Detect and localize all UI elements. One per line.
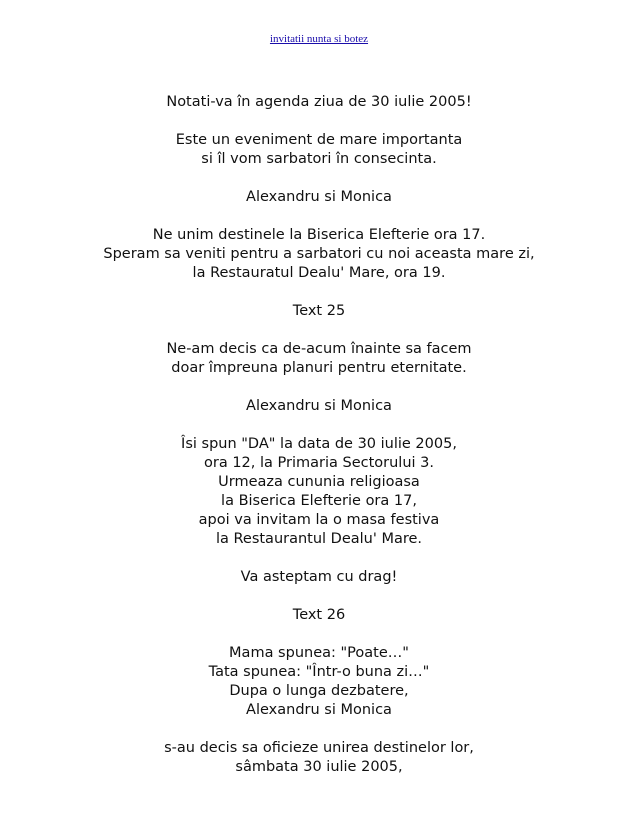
text-line: Urmeaza cununia religioasa — [218, 474, 420, 490]
text-line: Ne unim destinele la Biserica Elefterie ora 17. — [152, 227, 486, 243]
text-line: Tata spunea: "Într-o buna zi…" — [208, 664, 430, 680]
text-line: doar împreuna planuri pentru eternitate. — [171, 360, 467, 376]
text-paragraph — [0, 644, 638, 720]
text-line: Alexandru si Monica — [246, 702, 392, 718]
text-line: la Restaurantul Dealu' Mare. — [215, 531, 423, 547]
text-line: la Restauratul Dealu' Mare, ora 19. — [192, 265, 446, 281]
text-paragraph — [0, 340, 638, 378]
text-line: Alexandru si Monica — [246, 398, 392, 414]
invitation-text — [0, 93, 638, 796]
text-paragraph — [0, 226, 638, 283]
text-line: si îl vom sarbatori în consecinta. — [201, 151, 437, 167]
text-line: Text 26 — [292, 607, 346, 623]
text-line: Ne-am decis ca de-acum înainte sa facem — [166, 341, 472, 357]
text-line: Mama spunea: "Poate…" — [229, 645, 409, 661]
text-line: sâmbata 30 iulie 2005, — [235, 759, 403, 775]
text-line: Text 25 — [292, 303, 346, 319]
text-paragraph — [0, 397, 638, 416]
text-line: Notati-va în agenda ziua de 30 iulie 2005! — [166, 94, 472, 110]
text-line: Îsi spun "DA" la data de 30 iulie 2005, — [181, 436, 457, 452]
text-paragraph — [0, 739, 638, 777]
text-paragraph — [0, 302, 638, 321]
text-paragraph — [0, 131, 638, 169]
text-line: ora 12, la Primaria Sectorului 3. — [204, 455, 434, 471]
text-line: Este un eveniment de mare importanta — [175, 132, 463, 148]
text-paragraph — [0, 568, 638, 587]
text-paragraph — [0, 93, 638, 112]
header-link[interactable]: invitatii nunta si botez — [269, 33, 369, 45]
text-paragraph — [0, 606, 638, 625]
text-paragraph — [0, 188, 638, 207]
text-line: Alexandru si Monica — [246, 189, 392, 205]
text-line: Va asteptam cu drag! — [240, 569, 398, 585]
text-line: Dupa o lunga dezbatere, — [229, 683, 409, 699]
text-line: la Biserica Elefterie ora 17, — [221, 493, 417, 509]
text-line: s-au decis sa oficieze unirea destinelor lor, — [164, 740, 474, 756]
text-paragraph — [0, 435, 638, 549]
text-line: Speram sa veniti pentru a sarbatori cu noi aceasta mare zi, — [103, 246, 535, 262]
text-line: apoi va invitam la o masa festiva — [198, 512, 440, 528]
